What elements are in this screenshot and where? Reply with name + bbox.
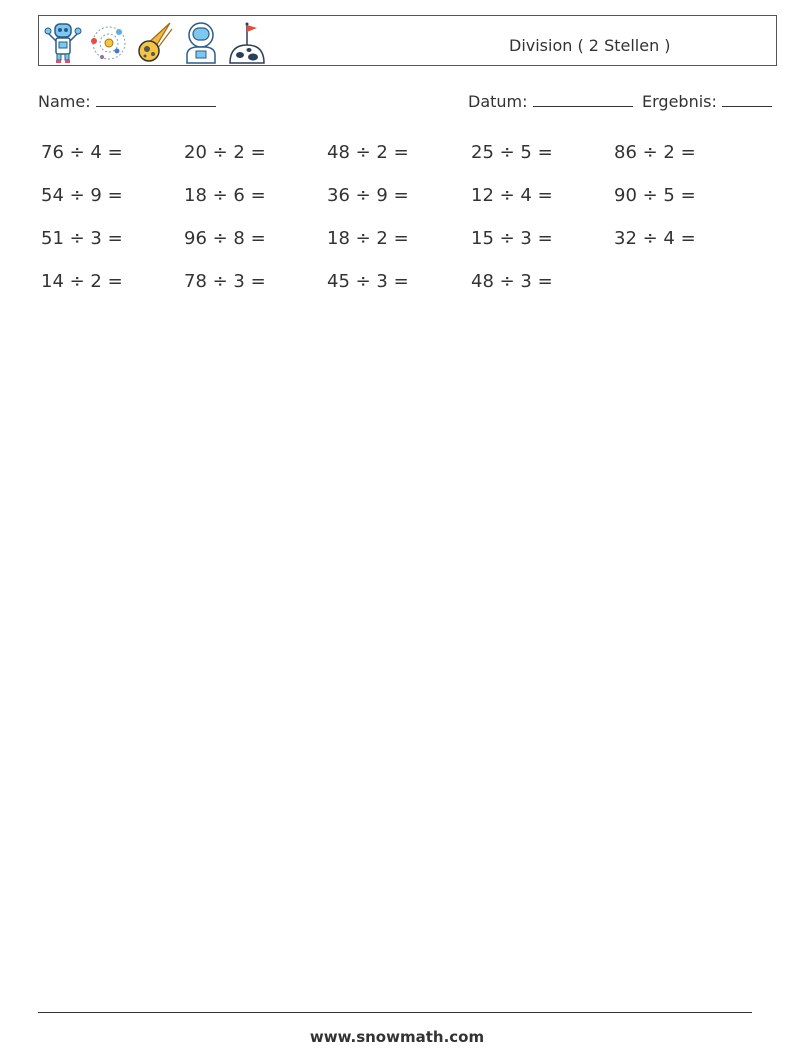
result-field	[642, 92, 772, 111]
problem: 78 ÷ 3 =	[184, 271, 266, 292]
header-icons	[42, 19, 268, 65]
problem: 86 ÷ 2 =	[614, 142, 696, 163]
problem: 32 ÷ 4 =	[614, 228, 696, 249]
problem: 18 ÷ 2 =	[327, 228, 409, 249]
problem: 15 ÷ 3 =	[471, 228, 553, 249]
result-blank[interactable]	[722, 92, 772, 107]
problem: 96 ÷ 8 =	[184, 228, 266, 249]
problem: 45 ÷ 3 =	[327, 271, 409, 292]
worksheet-title: Division ( 2 Stellen )	[509, 36, 671, 55]
moon-flag-icon	[226, 19, 268, 65]
problem: 14 ÷ 2 =	[41, 271, 123, 292]
problem: 18 ÷ 6 =	[184, 185, 266, 206]
solar-system-icon	[88, 19, 130, 65]
result-label: Ergebnis:	[642, 92, 717, 111]
astronaut-icon	[180, 19, 222, 65]
footer-url[interactable]: www.snowmath.com	[309, 1028, 485, 1046]
name-blank[interactable]	[96, 92, 216, 107]
comet-icon	[134, 19, 176, 65]
name-field	[38, 92, 216, 111]
problem: 76 ÷ 4 =	[41, 142, 123, 163]
problem: 48 ÷ 3 =	[471, 271, 553, 292]
date-blank[interactable]	[533, 92, 633, 107]
problem: 12 ÷ 4 =	[471, 185, 553, 206]
problem: 90 ÷ 5 =	[614, 185, 696, 206]
worksheet-header	[38, 15, 777, 66]
problem: 51 ÷ 3 =	[41, 228, 123, 249]
name-label: Name:	[38, 92, 91, 111]
robot-icon	[42, 19, 84, 65]
date-field	[468, 92, 633, 111]
problem: 25 ÷ 5 =	[471, 142, 553, 163]
problem: 48 ÷ 2 =	[327, 142, 409, 163]
problem: 20 ÷ 2 =	[184, 142, 266, 163]
footer-divider	[38, 1012, 752, 1013]
problem: 36 ÷ 9 =	[327, 185, 409, 206]
date-label: Datum:	[468, 92, 528, 111]
problem: 54 ÷ 9 =	[41, 185, 123, 206]
